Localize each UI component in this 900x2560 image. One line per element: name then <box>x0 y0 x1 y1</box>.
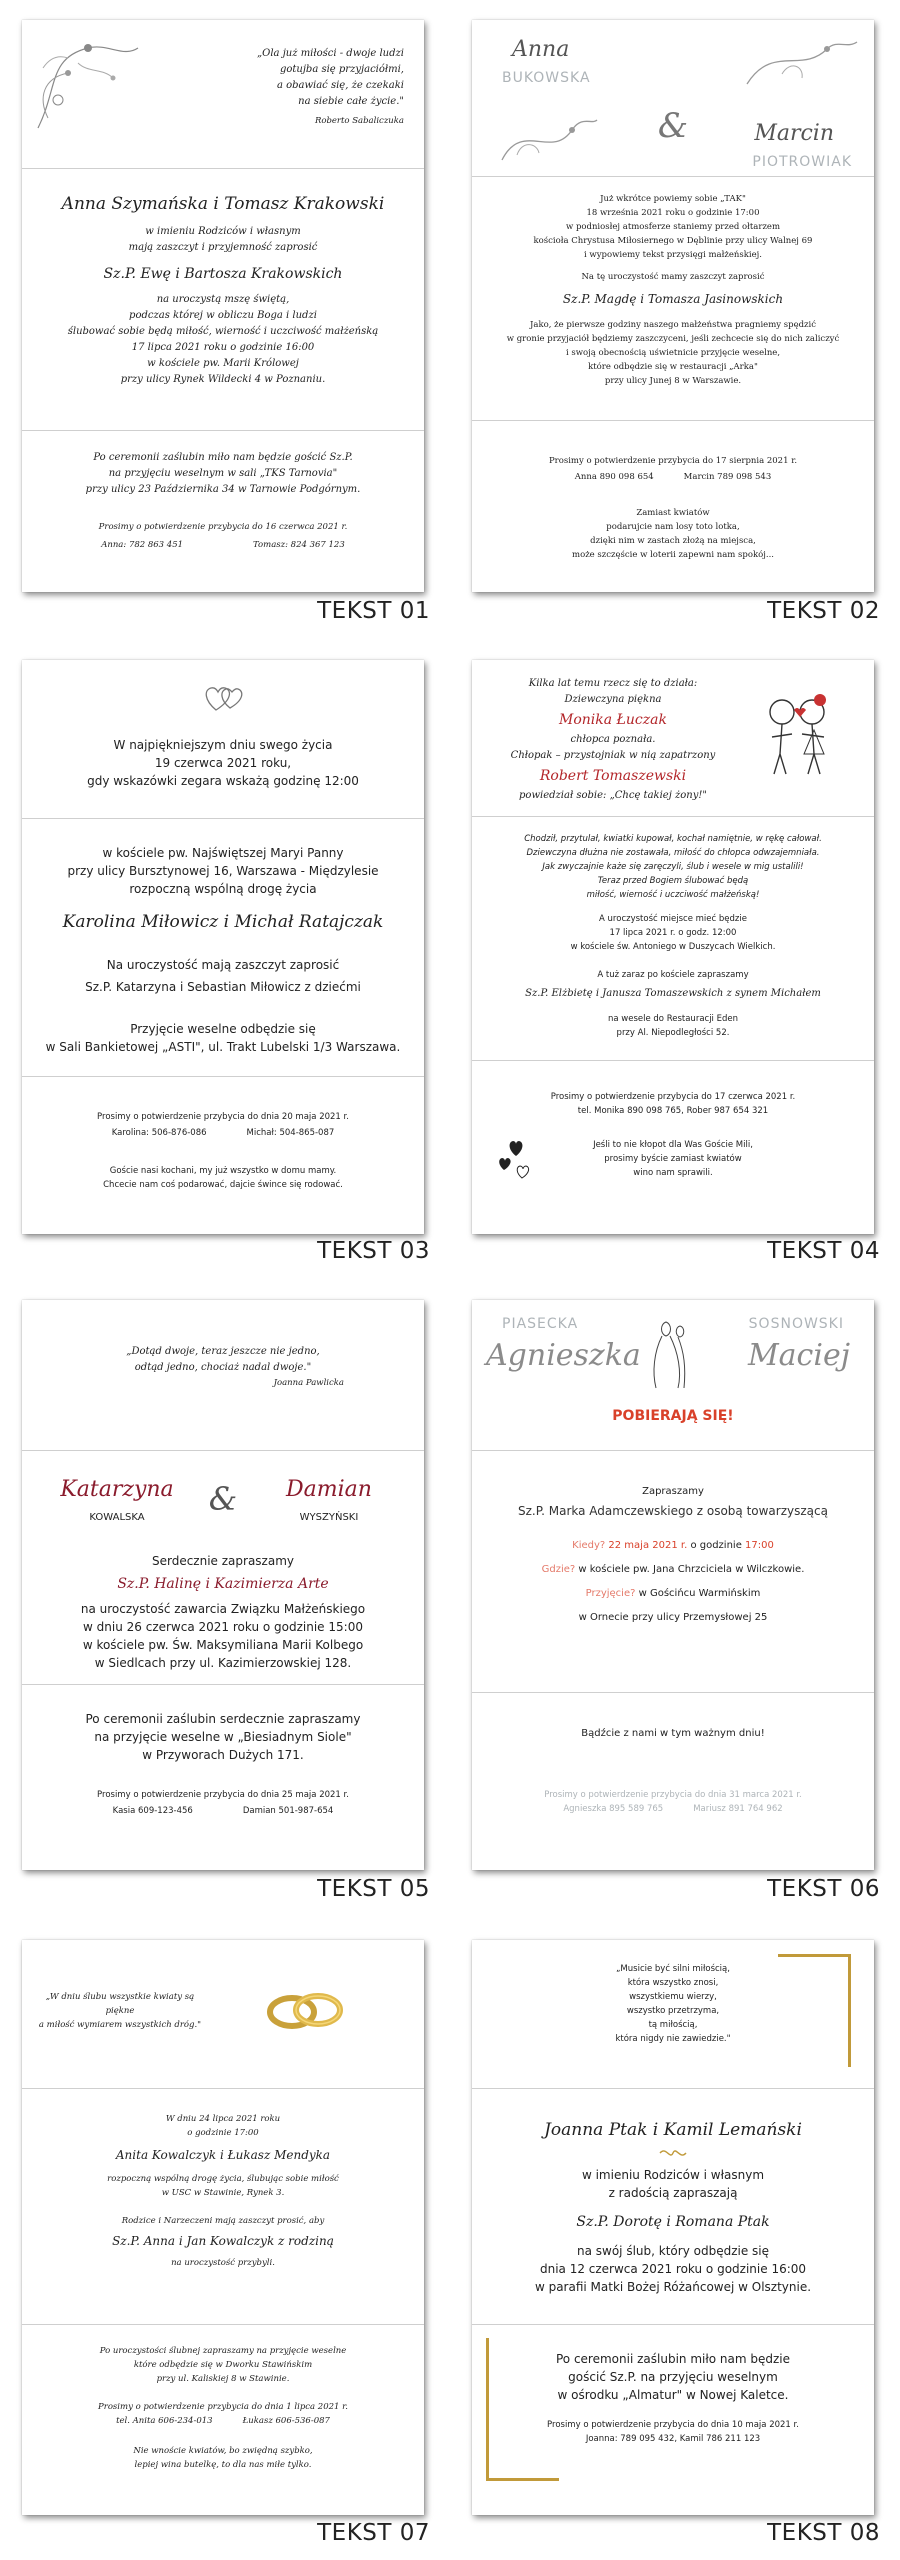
ceremony-details: na uroczystą mszę świętą, podczas której w obliczu Boga i ludzi ślubować sobie będą miłość, wierność i uczciwość małżeńską 17 lipca 2021 roku o godzinie 16:00 w kościele pw. Marii Królowej przy ulicy Rynek Wildecki 4 w Poznaniu. <box>67 294 379 385</box>
intro-date: W dniu 24 lipca 2021 roku o godzinie 17:00 <box>165 2114 281 2138</box>
contacts: Anna 890 098 654 Marcin 789 098 543 <box>574 472 772 482</box>
rsvp: Prosimy o potwierdzenie przybycia do 17 sierpnia 2021 r. <box>548 456 798 466</box>
reception-info: na wesele do Restauracji Eden przy Al. Niepodległości 52. <box>607 1014 739 1038</box>
rsvp: Prosimy o potwierdzenie przybycia do 16 czerwca 2021 r. <box>98 522 348 532</box>
invite-closing: na uroczystość przybyli. <box>171 2258 275 2268</box>
banner: POBIERAJĄ SIĘ! <box>612 1408 734 1424</box>
label-tekst-03: TEKST 03 <box>317 1238 430 1264</box>
divider <box>22 1076 424 1077</box>
divider <box>472 1450 874 1451</box>
bride-last-name: KOWALSKA <box>89 1512 145 1523</box>
divider <box>472 176 874 177</box>
guest-name: Sz.P. Anna i Jan Kowalczyk z rodziną <box>112 2234 334 2248</box>
swirl-ornament-icon <box>742 34 862 104</box>
reception-info: Po uroczystości ślubnej zapraszamy na przyjęcie weselne które odbędzie się w Dworku Stawińskim przy ul. Kaliskiej 8 w Stawinie. <box>99 2346 347 2384</box>
divider <box>472 1692 874 1693</box>
bride-last-name: BUKOWSKA <box>502 70 591 86</box>
divider <box>472 420 874 421</box>
label-tekst-05: TEKST 05 <box>317 1876 430 1902</box>
divider <box>22 2088 424 2089</box>
quote: „Dotąd dwoje, teraz jeszcze nie jedno, odtąd jedno, chociaż nadal dwoje." Joanna Pawlicka <box>126 1346 344 1388</box>
invitation-card-06 <box>472 1300 874 1870</box>
label-tekst-01: TEKST 01 <box>317 598 430 624</box>
closing-note: Goście nasi kochani, my już wszystko w domu mamy. Chcecie nam coś podarować, dajcie śwince się rodować. <box>103 1166 343 1190</box>
contacts: Kasia 609-123-456 Damian 501-987-654 <box>112 1806 334 1816</box>
ceremony-details: na swój ślub, który odbędzie się dnia 12 czerwca 2021 roku o godzinie 16:00 w parafii Matki Bożej Różańcowej w Olsztynie. <box>534 2244 812 2294</box>
contacts: tel. Anita 606-234-013 Łukasz 606-536-087 <box>116 2416 330 2426</box>
reception-info: Przyjęcie weselne odbędzie się w Sali Bankietowej „ASTI", ul. Trakt Lubelski 1/3 Warszawa. <box>45 1022 401 1054</box>
reception-info: Po ceremonii zaślubin miło nam będzie gościć Sz.P. na przyjęciu weselnym w sali „TKS Tarnovia" przy ulicy 23 Października 34 w Tarnowie Podgórnym. <box>85 452 361 495</box>
divider <box>472 2324 874 2325</box>
rsvp: Prosimy o potwierdzenie przybycia do 17 czerwca 2021 r. <box>550 1092 796 1102</box>
poem-part-3: powiedział sobie: „Chcę takiej żony!" <box>519 790 707 801</box>
groom-first-name: Marcin <box>754 121 834 146</box>
couple-names: Anita Kowalczyk i Łukasz Mendyka <box>115 2148 331 2162</box>
contacts: Anna: 782 863 451 Tomasz: 824 367 123 <box>101 540 345 550</box>
bride-first-name: Agnieszka <box>486 1338 641 1373</box>
intro: w imieniu Rodziców i własnym mają zaszczyt i przyjemność zaprosić <box>128 226 318 253</box>
invitation-card-02 <box>472 20 874 592</box>
when-line: Kiedy? 22 maja 2021 r. o godzinie 17:00 <box>572 1540 774 1551</box>
rsvp: Prosimy o potwierdzenie przybycia do dnia 20 maja 2021 r. <box>97 1112 349 1122</box>
party-line: Przyjęcie? w Gościńcu Warmińskim <box>585 1588 761 1599</box>
invite-line: Serdecznie zapraszamy <box>151 1554 294 1568</box>
couple-names: Karolina Miłowicz i Michał Ratajczak <box>62 912 384 932</box>
bride-first-name: Katarzyna <box>60 1477 174 1502</box>
ornament-flourish-icon <box>658 2146 688 2160</box>
label-tekst-04: TEKST 04 <box>767 1238 880 1264</box>
divider <box>472 816 874 817</box>
invitation-card-08 <box>472 1940 874 2515</box>
invitation-card-01 <box>22 20 424 592</box>
quote: „W dniu ślubu wszystkie kwiaty są piękne a miłość wymiarem wszystkich dróg." <box>38 1992 202 2030</box>
rsvp: Prosimy o potwierdzenie przybycia do dnia 25 maja 2021 r. <box>97 1790 349 1800</box>
contacts: Joanna: 789 095 432, Kamil 786 211 123 <box>585 2434 761 2444</box>
divider <box>22 818 424 819</box>
ceremony-details: A uroczystość miejsce mieć będzie 17 lipca 2021 r. o godz. 12:00 w kościele św. Antoniego w Duszycach Wielkich. <box>570 914 776 952</box>
contacts: Karolina: 506-876-086 Michał: 504-865-087 <box>111 1128 335 1138</box>
divider <box>472 2088 874 2089</box>
couple-names: Anna Szymańska i Tomasz Krakowski <box>61 194 385 214</box>
divider <box>22 2324 424 2325</box>
guest-name: Sz.P. Dorotę i Romana Ptak <box>576 2214 770 2230</box>
poem-part-1: Kilka lat temu rzecz się to działa: Dziewczyna piękna <box>528 678 698 705</box>
couple-names: Joanna Ptak i Kamil Lemański <box>544 2120 802 2140</box>
closing-note: Jeśli to nie kłopot dla Was Goście Mili, prosimy byście zamiast kwiatów wino nam sprawili. <box>593 1140 753 1178</box>
groom-name: Robert Tomaszewski <box>539 768 687 784</box>
invite-line: Na uroczystość mają zaszczyt zaprosić <box>106 958 340 972</box>
groom-first-name: Damian <box>286 1477 372 1502</box>
label-tekst-02: TEKST 02 <box>767 598 880 624</box>
invite-line: Zapraszamy <box>642 1486 704 1497</box>
reception-info: Po ceremonii zaślubin serdecznie zapraszamy na przyjęcie weselne w „Biesiadnym Siole" w Przyworach Dużych 171. <box>85 1712 361 1762</box>
wedding-rings-icon <box>258 1982 354 2038</box>
two-hearts-icon <box>202 682 246 714</box>
intro-paragraph: W najpiękniejszym dniu swego życia 19 czerwca 2021 roku, gdy wskazówki zegara wskażą godzinę 12:00 <box>87 738 359 788</box>
invitation-card-03 <box>22 660 424 1234</box>
groom-first-name: Maciej <box>747 1338 850 1373</box>
poem: Zamiast kwiatów podarujcie nam losy toto lotka, dzięki nim w zastach złożą na miejsca, może szczęście w loterii zapewni nam spokój... <box>572 508 774 560</box>
groom-last-name: SOSNOWSKI <box>748 1316 844 1332</box>
rsvp: Prosimy o potwierdzenie przybycia do dnia 31 marca 2021 r. <box>544 1790 802 1800</box>
rsvp: Prosimy o potwierdzenie przybycia do dnia 1 lipca 2021 r. <box>98 2402 348 2412</box>
intro: w imieniu Rodziców i własnym z radością zapraszają <box>581 2168 765 2200</box>
guest-name: Sz.P. Katarzyna i Sebastian Miłowicz z dziećmi <box>85 980 361 994</box>
quote: „Ola już miłości - dwoje ludzi gotujba się przyjaciółmi, a obawiać się, że czekaki na siebie całe życie." Roberto Sabaliczuka <box>256 48 404 126</box>
guest-name: Sz.P. Ewę i Bartosza Krakowskich <box>103 266 343 282</box>
label-tekst-07: TEKST 07 <box>317 2520 430 2546</box>
closing-note: Bądźcie z nami w tym ważnym dniu! <box>581 1728 765 1739</box>
divider <box>22 1684 424 1685</box>
church-paragraph: w kościele pw. Najświętszej Maryi Panny przy ulicy Bursztynowej 16, Warszawa - Międzylesie rozpoczną wspólną drogę życia <box>67 846 379 896</box>
closing-note: Nie wnoście kwiatów, bo zwiędną szybko, lepiej wina butelkę, to dla nas miłe tylko. <box>133 2446 313 2470</box>
bride-first-name: Anna <box>512 37 570 62</box>
label-tekst-06: TEKST 06 <box>767 1876 880 1902</box>
vows-paragraph: rozpoczną wspólną drogę życia, ślubując sobie miłość w USC w Stawinie, Rynek 3. <box>107 2174 339 2198</box>
reception-paragraph: Jako, że pierwsze godziny naszego małżeństwa pragniemy spędzić w gronie przyjaciół będziemy zaszczyceni, jeśli zechcecie się do nich zaliczyć i swoją obecnością uświetnicie przyjęcie weselne, które odbędzie się w restauracji „Arka" przy ulicy Junej 8 w Warszawie. <box>506 320 840 386</box>
poem-part-4: Chodził, przytulał, kwiatki kupował, kochał namiętnie, w rękę całował. Dziewczyna dłużna nie zostawała, miłość do chłopca odwzajemniała. Jak zwyczajnie każe się zaręczyli, ślub i wesele w mig ustalili! Teraz przed Bogiem ślubować będą miłość, wierność i uczciwość małżeńską! <box>524 834 822 900</box>
bride-groom-silhouette-icon <box>648 1312 698 1392</box>
invitation-card-05 <box>22 1300 424 1870</box>
divider <box>472 1060 874 1061</box>
bride-last-name: PIASECKA <box>502 1316 579 1332</box>
groom-last-name: PIOTROWIAK <box>752 154 852 170</box>
hearts-icon <box>494 1138 538 1182</box>
intro-paragraph: Już wkrótce powiemy sobie „TAK" 18 września 2021 roku o godzinie 17:00 w podniosłej atmosferze staniemy przed ołtarzem kościoła Chrystusa Miłosiernego w Dęblinie przy ulicy Walnej 69 i wypowiemy tekst przysięgi małżeńskiej. <box>533 194 813 260</box>
label-tekst-08: TEKST 08 <box>767 2520 880 2546</box>
poem-part-2: chłopca poznała. Chłopak – przystojniak w nią zapatrzony <box>510 734 716 761</box>
ceremony-details: na uroczystość zawarcia Związku Małżeńskiego w dniu 26 czerwca 2021 roku o godzinie 15:00 w kościele pw. Św. Maksymiliana Marii Kolbego w Siedlcach przy ul. Kazimierzowskiej 128. <box>80 1602 366 1670</box>
invite-line: Na tę uroczystość mamy zaszczyt zaprosić <box>581 272 765 282</box>
guest-name: Sz.P. Elżbietę i Janusza Tomaszewskich z synem Michałem <box>525 988 821 999</box>
guest-name: Sz.P. Marka Adamczewskiego z osobą towarzyszącą <box>518 1504 828 1518</box>
where-line: Gdzie? w kościele pw. Jana Chrzciciela w Wilczkowie. <box>541 1564 805 1575</box>
ampersand: & <box>657 106 689 146</box>
contacts: Agnieszka 895 589 765 Mariusz 891 764 962 <box>563 1804 783 1814</box>
rsvp: Prosimy o potwierdzenie przybycia do dnia 10 maja 2021 r. <box>547 2420 799 2430</box>
invitation-card-07 <box>22 1940 424 2515</box>
floral-ornament-icon <box>28 28 148 138</box>
reception-info: Po ceremonii zaślubin miło nam będzie gościć Sz.P. na przyjęciu weselnym w ośrodku „Almatur" w Nowej Kaletce. <box>555 2352 791 2402</box>
invitation-card-04 <box>472 660 874 1234</box>
invite-line: Rodzice i Narzeczeni mają zaszczyt prosić, aby <box>121 2216 325 2226</box>
ampersand: & <box>208 1480 238 1518</box>
divider <box>22 168 424 169</box>
kissing-couple-icon <box>752 682 852 782</box>
guest-name: Sz.P. Halinę i Kazimierza Arte <box>117 1576 329 1592</box>
divider <box>22 1450 424 1451</box>
contacts: tel. Monika 890 098 765, Rober 987 654 321 <box>577 1106 769 1116</box>
party-address: w Ornecie przy ulicy Przemysłowej 25 <box>578 1612 768 1623</box>
divider <box>22 430 424 431</box>
guest-name: Sz.P. Magdę i Tomasza Jasinowskich <box>562 292 784 306</box>
quote: „Musicie być silni miłością, która wszystko znosi, wszystkiemu wierzy, wszystko przetrzyma, tą miłością, która nigdy nie zawiedzie." <box>615 1964 731 2044</box>
bride-name: Monika Łuczak <box>559 712 667 728</box>
invite-line: A tuż zaraz po kościele zapraszamy <box>597 970 749 980</box>
groom-last-name: WYSZYŃSKI <box>299 1512 359 1523</box>
